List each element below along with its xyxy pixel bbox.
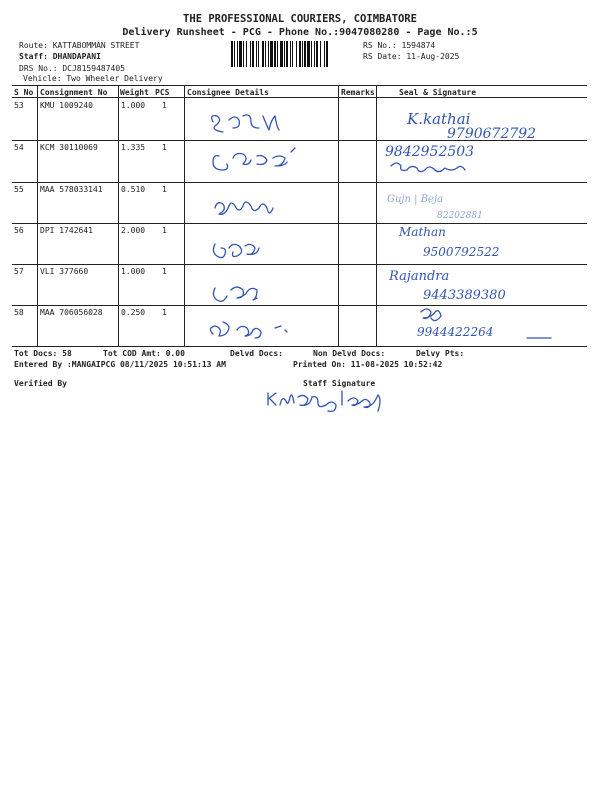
row-sno: 58 <box>14 308 24 317</box>
row-pcs: 1 <box>162 226 167 235</box>
col-remarks: Remarks <box>341 88 375 97</box>
row-weight: 1.000 <box>121 267 146 276</box>
seal-phone: 9944422264 <box>417 325 494 339</box>
col-sno: S No <box>14 88 34 97</box>
seal-name: K.kathai <box>407 110 471 128</box>
company-title: THE PROFESSIONAL COURIERS, COIMBATORE <box>183 13 417 25</box>
col-weight: Weight <box>120 88 149 97</box>
row-pcs: 1 <box>162 101 167 110</box>
seal-name: Mathan <box>399 225 446 239</box>
row-sno: 57 <box>14 267 24 276</box>
row-consignment: MAA 578033141 <box>40 185 103 194</box>
seal-phone: 9790672792 <box>447 126 537 142</box>
row-consignment: MAA 706056028 <box>40 308 103 317</box>
barcode-image <box>231 41 355 67</box>
row-consignment: DPI 1742641 <box>40 226 93 235</box>
delvd-docs: Delvd Docs: <box>230 349 283 358</box>
entered-by: Entered By :MANGAIPCG 08/11/2025 10:51:13 AM <box>14 360 226 369</box>
row-weight: 1.000 <box>121 101 146 110</box>
consignee-signatures <box>185 98 338 346</box>
rs-number: RS No.: 1594874 <box>363 41 436 50</box>
col-consignee: Consignee Details <box>187 88 269 97</box>
row-consignment: KMU 1009240 <box>40 101 93 110</box>
row-weight: 1.335 <box>121 143 146 152</box>
verified-by: Verified By <box>14 379 67 388</box>
row-sno: 53 <box>14 101 24 110</box>
tot-cod-amt: Tot COD Amt: 0.00 <box>103 349 185 358</box>
seal-phone: 9842952503 <box>385 144 475 160</box>
runsheet-title: Delivery Runsheet - PCG - Phone No.:9047080280 - Page No.:5 <box>122 27 478 38</box>
row-pcs: 1 <box>162 308 167 317</box>
row-weight: 0.250 <box>121 308 146 317</box>
seal-name: Rajandra <box>389 269 450 284</box>
row-consignment: KCM 30110069 <box>40 143 98 152</box>
staff-signature <box>262 385 422 415</box>
seal-name: Gujn | Beja <box>387 194 444 205</box>
printed-on: Printed On: 11-08-2025 10:52:42 <box>293 360 443 369</box>
seal-phone: 9500792522 <box>423 245 500 259</box>
vehicle-label: Vehicle: Two Wheeler Delivery <box>23 74 163 83</box>
row-sno: 54 <box>14 143 24 152</box>
row-weight: 0.510 <box>121 185 146 194</box>
seal-phone: 9443389380 <box>423 288 506 303</box>
col-pcs: PCS <box>155 88 170 97</box>
seal-phone: 82202881 <box>437 211 483 221</box>
drs-number: DRS No.: DCJ8159487405 <box>19 64 125 73</box>
route-label: Route: KATTABOMMAN STREET <box>19 41 140 50</box>
row-pcs: 1 <box>162 185 167 194</box>
delvy-pts: Delvy Pts: <box>416 349 465 358</box>
row-pcs: 1 <box>162 143 167 152</box>
col-seal-signature: Seal & Signature <box>399 88 477 97</box>
row-weight: 2.000 <box>121 226 146 235</box>
row-sno: 56 <box>14 226 24 235</box>
staff-signature-label: Staff Signature <box>303 379 376 388</box>
non-delvd-docs: Non Delvd Docs: <box>313 349 386 358</box>
row-pcs: 1 <box>162 267 167 276</box>
seal-signatures <box>377 98 587 346</box>
staff-label: Staff: DHANDAPANI <box>19 52 101 61</box>
row-consignment: VLI 377660 <box>40 267 89 276</box>
rs-date: RS Date: 11-Aug-2025 <box>363 52 460 61</box>
tot-docs: Tot Docs: 58 <box>14 349 72 358</box>
row-sno: 55 <box>14 185 24 194</box>
col-consignment: Consignment No <box>40 88 108 97</box>
